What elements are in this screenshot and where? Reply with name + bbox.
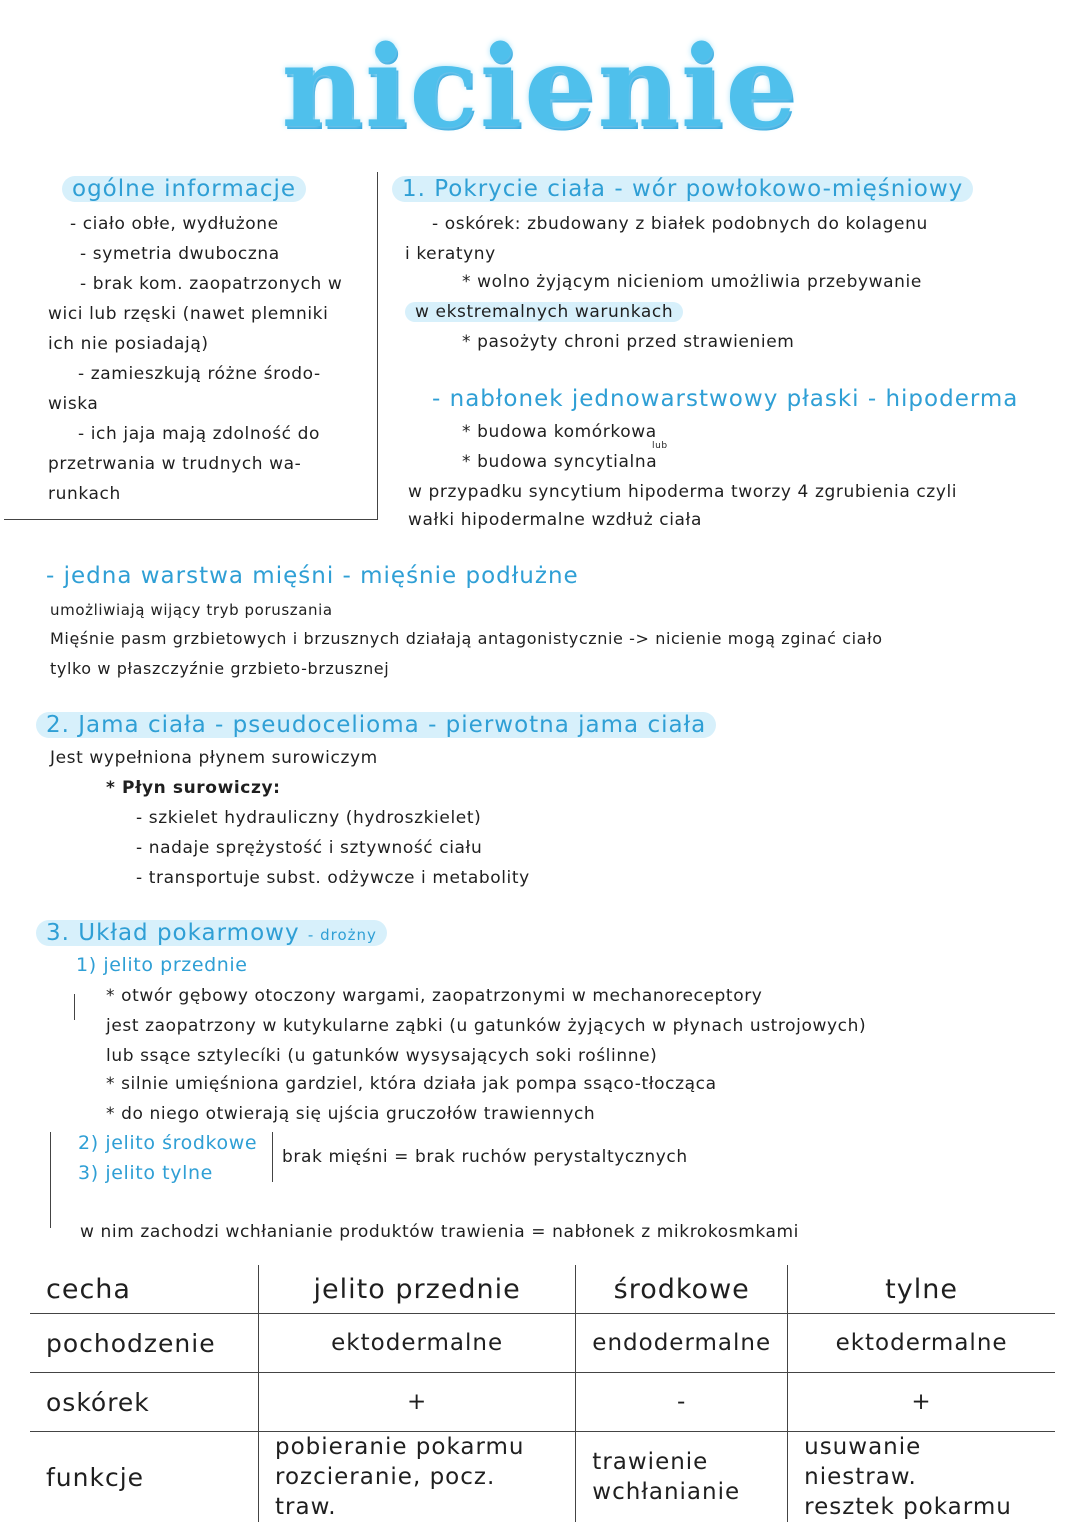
sec3-line: * otwór gębowy otoczony wargami, zaopatrzonymi w mechanoreceptory	[106, 986, 763, 1006]
info-line: wici lub rzęski (nawet plemniki	[48, 304, 329, 324]
sec1-line: * pasożyty chroni przed strawieniem	[462, 332, 795, 352]
table-row	[30, 1432, 1055, 1523]
table-header-row	[30, 1265, 1055, 1314]
table-header-cell: tylne	[788, 1265, 1055, 1314]
cell-line: pobieranie pokarmu	[275, 1434, 525, 1460]
cell-line: resztek pokarmu	[804, 1494, 1012, 1520]
sec3-line: lub ssące sztylecíki (u gatunków wysysających soki roślinne)	[106, 1046, 658, 1066]
table-cell: +	[788, 1373, 1055, 1432]
table-cell: pochodzenie	[30, 1314, 259, 1373]
sec3-heading: 3. Układ pokarmowy - drożny	[36, 920, 387, 946]
table-cell: ektodermalne	[259, 1314, 576, 1373]
table-cell: funkcje	[30, 1432, 259, 1523]
sec1-sub-line: wałki hipodermalne wzdłuż ciała	[408, 510, 702, 530]
table-cell: +	[259, 1373, 576, 1432]
muscles-line: umożliwiają wijący tryb poruszania	[50, 601, 333, 619]
table-row	[30, 1314, 1055, 1373]
table-cell: oskórek	[30, 1373, 259, 1432]
cell-line: usuwanie niestraw.	[804, 1434, 922, 1490]
info-line: - zamieszkują różne środo-	[78, 364, 321, 384]
sec3-line: jest zaopatrzony w kutykularne ząbki (u gatunków żyjących w płynach ustrojowych)	[106, 1016, 867, 1036]
table-cell: endodermalne	[576, 1314, 788, 1373]
sec2-line: - szkielet hydrauliczny (hydroszkielet)	[136, 808, 482, 828]
sec1-heading: 1. Pokrycie ciała - wór powłokowo-mięśniowy	[392, 176, 973, 202]
sec1-sub-heading: - nabłonek jednowarstwowy płaski - hipoderma	[432, 386, 1019, 412]
cell-line: wchłanianie	[592, 1479, 741, 1505]
info-line: - brak kom. zaopatrzonych w	[80, 274, 343, 294]
sec3-sub2: 2) jelito środkowe	[78, 1132, 258, 1154]
muscles-line: Mięśnie pasm grzbietowych i brzusznych działają antagonistycznie -> nicienie mogą zginać ciało	[50, 629, 883, 648]
page-title: nicienie	[281, 22, 799, 153]
table-row	[30, 1373, 1055, 1432]
sec1-sub-line: * budowa syncytialna	[462, 452, 658, 472]
info-line: - ich jaja mają zdolność do	[78, 424, 321, 444]
table-header-cell: środkowe	[576, 1265, 788, 1314]
muscles-line: tylko w płaszczyźnie grzbieto-brzusznej	[50, 659, 390, 678]
table-cell	[788, 1432, 1055, 1523]
table-cell: ektodermalne	[788, 1314, 1055, 1373]
info-heading: ogólne informacje	[62, 176, 306, 202]
sec3-line: * silnie umięśniona gardziel, która działa jak pompa ssąco-tłocząca	[106, 1074, 717, 1094]
info-line: przetrwania w trudnych wa-	[48, 454, 302, 474]
muscles-heading: - jedna warstwa mięśni - mięśnie podłużne	[46, 563, 579, 589]
sec1-line: w ekstremalnych warunkach	[405, 302, 683, 322]
sec3-line: * do niego otwierają się ujścia gruczołów trawiennych	[106, 1104, 596, 1124]
table-header-cell: jelito przednie	[259, 1265, 576, 1314]
sec1-line: * wolno żyjącym nicieniom umożliwia przebywanie	[462, 272, 922, 292]
sec3-absorption: w nim zachodzi wchłanianie produktów trawienia = nabłonek z mikrokosmkami	[80, 1222, 800, 1242]
brace-divider	[272, 1132, 273, 1182]
sec2-heading: 2. Jama ciała - pseudocelioma - pierwotna jama ciała	[36, 712, 716, 738]
table-cell	[259, 1432, 576, 1523]
info-box-border-bottom	[4, 519, 378, 520]
sec2-line: Jest wypełniona płynem surowiczym	[50, 748, 378, 768]
table-cell: -	[576, 1373, 788, 1432]
arrow-bracket	[74, 994, 75, 1020]
sec3-sub1: 1) jelito przednie	[76, 954, 248, 976]
sec2-line: - nadaje sprężystość i sztywność ciału	[136, 838, 483, 858]
absorption-bracket	[50, 1132, 51, 1228]
cell-line: trawienie	[592, 1449, 709, 1475]
sec1-sub-line: w przypadku syncytium hipoderma tworzy 4 zgrubienia czyli	[408, 482, 958, 502]
sec2-line: - transportuje subst. odżywcze i metabolity	[136, 868, 530, 888]
info-line: ich nie posiadają)	[48, 334, 209, 354]
cell-line: rozcieranie, pocz. traw.	[275, 1464, 496, 1520]
comparison-table	[30, 1265, 1055, 1522]
info-box-border-right	[377, 172, 378, 519]
sec1-line: i keratyny	[405, 244, 496, 264]
sec1-line: - oskórek: zbudowany z białek podobnych do kolagenu	[432, 214, 928, 234]
info-line: - ciało obłe, wydłużone	[70, 214, 279, 234]
sec1-sub-line: * budowa komórkowa	[462, 422, 657, 442]
sec2-line: * Płyn surowiczy:	[106, 778, 281, 798]
table-cell	[576, 1432, 788, 1523]
table-header-cell: cecha	[30, 1265, 259, 1314]
sec1-note: lub	[652, 441, 668, 451]
sec3-brace-note: brak mięśni = brak ruchów perystaltycznych	[282, 1147, 688, 1167]
info-line: runkach	[48, 484, 121, 504]
info-line: - symetria dwuboczna	[80, 244, 280, 264]
info-line: wiska	[48, 394, 99, 414]
sec3-sub3: 3) jelito tylne	[78, 1162, 213, 1184]
